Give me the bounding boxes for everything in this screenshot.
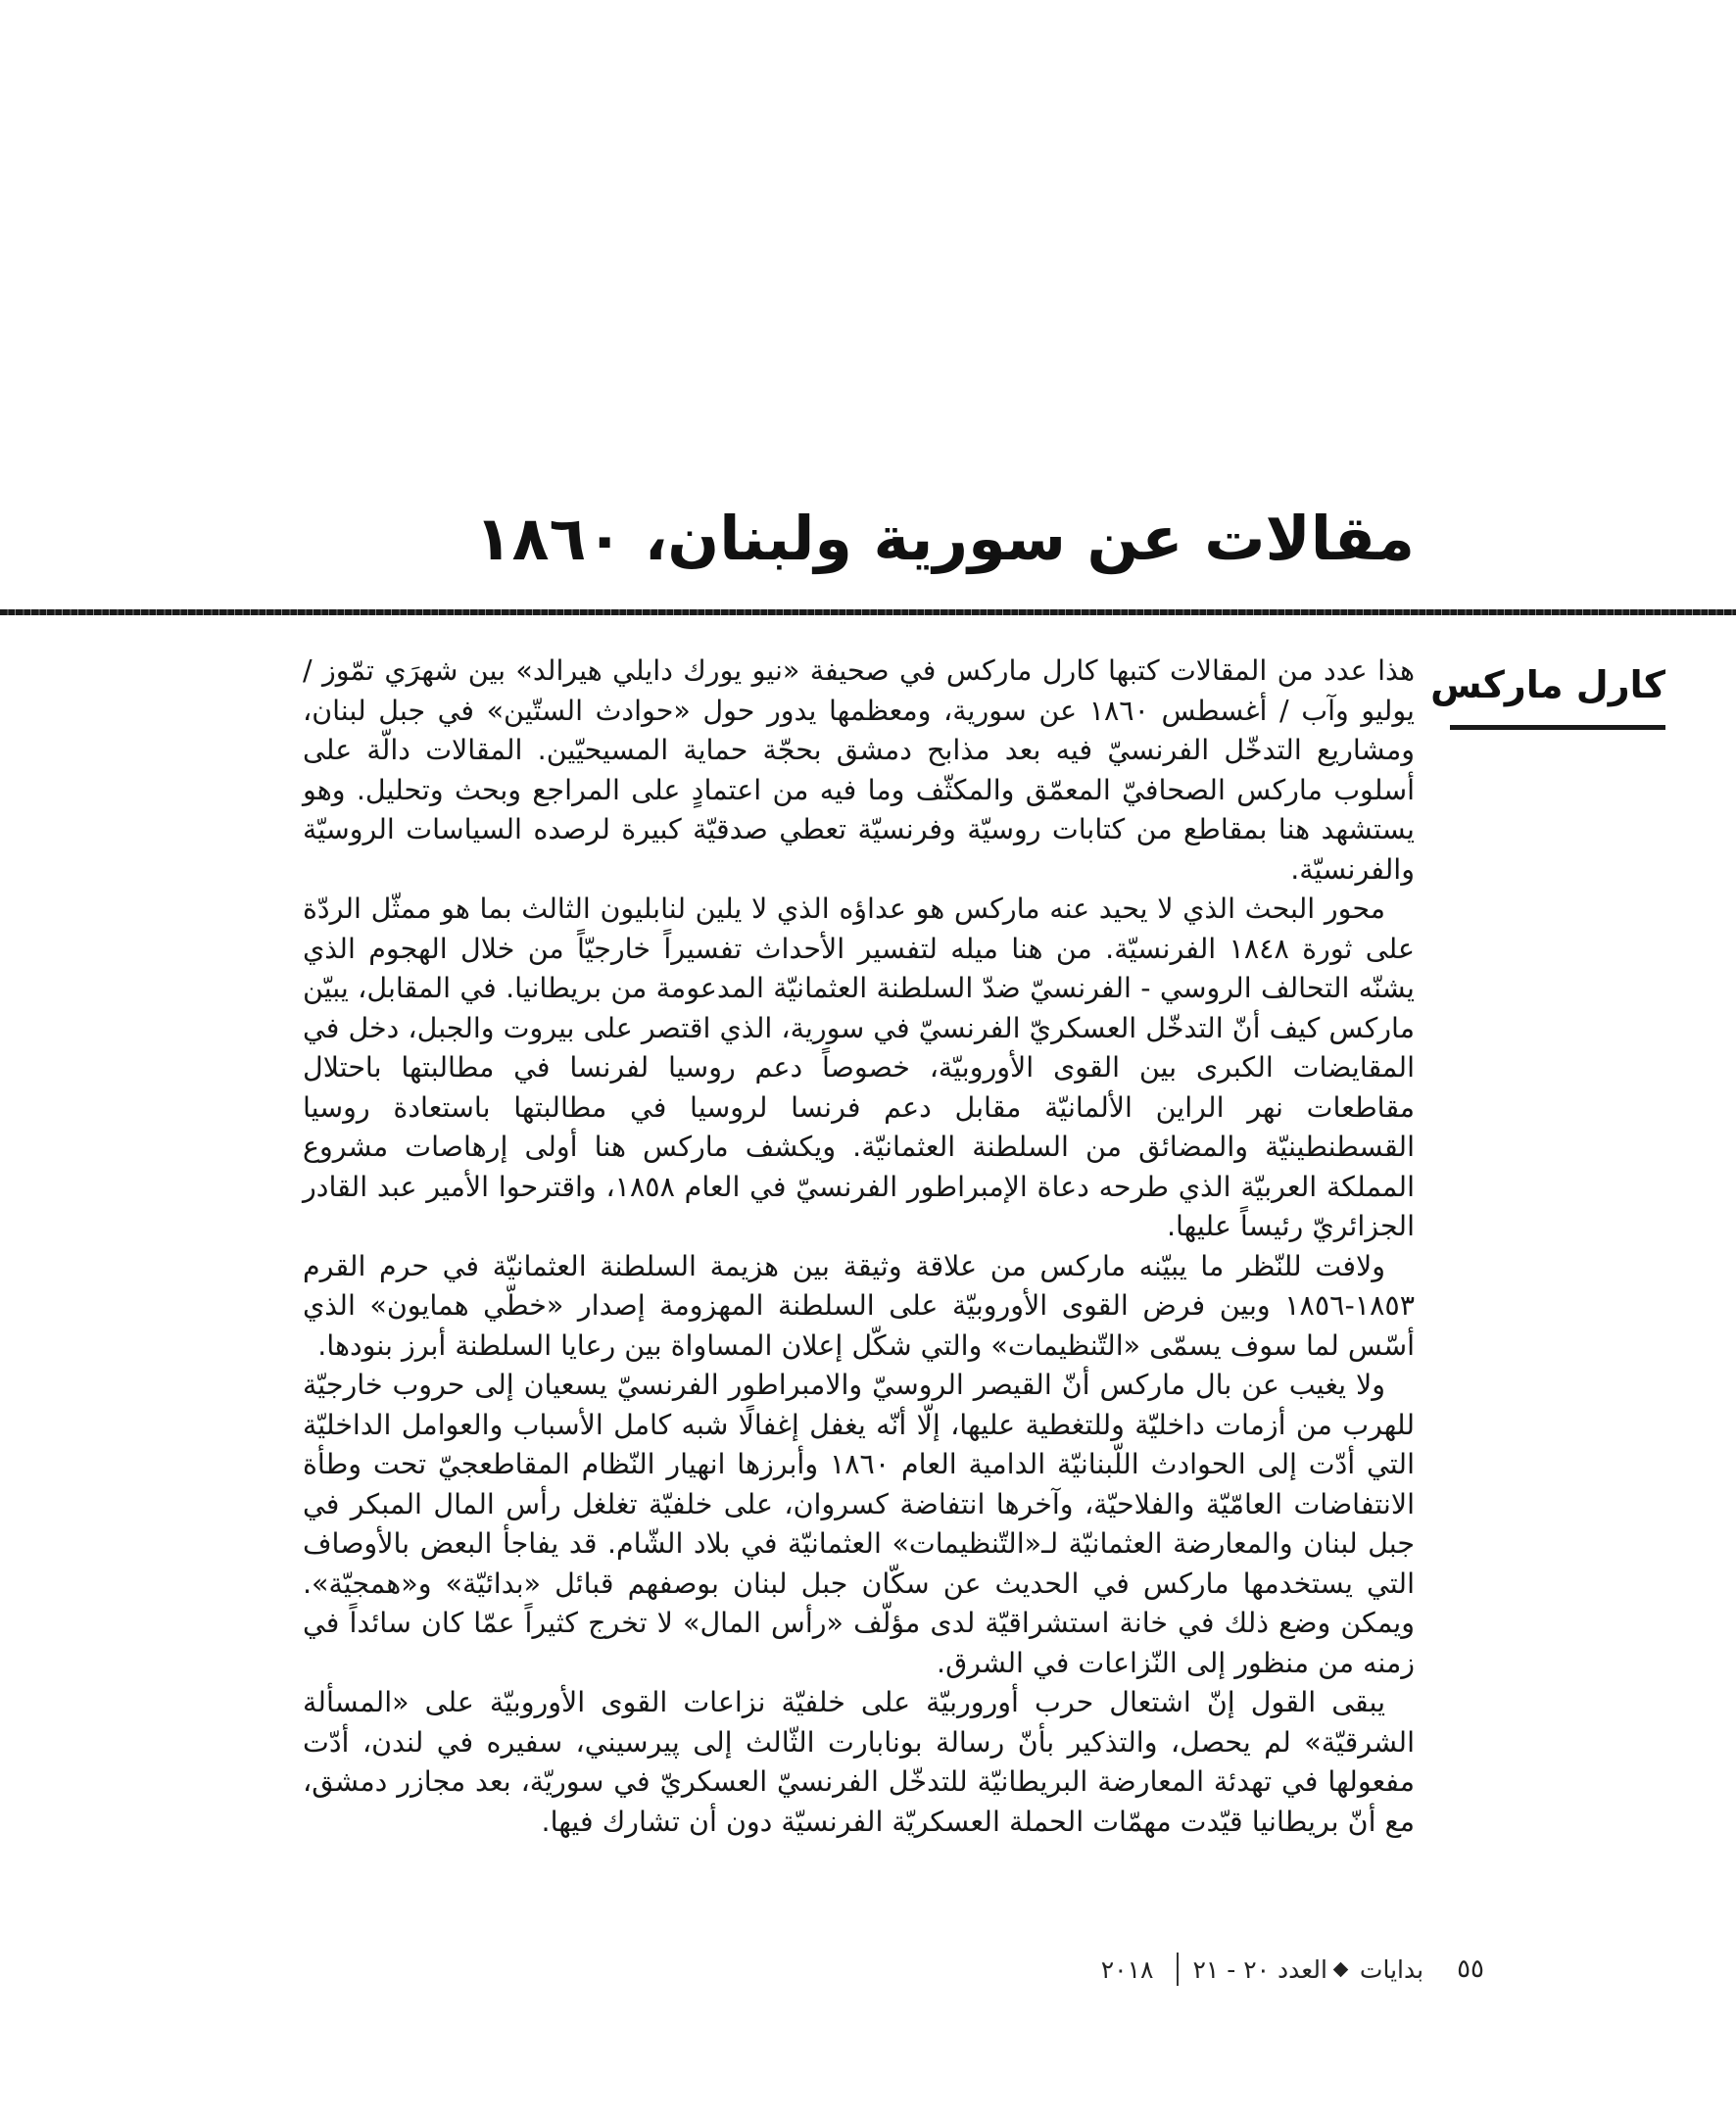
issue-year: ٢٠١٨ bbox=[1100, 1954, 1154, 1984]
issue-number: العدد ٢٠ - ٢١ bbox=[1192, 1954, 1327, 1984]
author-name: كارل ماركس bbox=[1430, 663, 1665, 706]
paragraph-2: محور البحث الذي لا يحيد عنه ماركس هو عداؤه الذي لا يلين لنابليون الثالث بما هو ممثّل الردّة على ثورة ١٨٤٨ الفرنسيّة. من هنا ميله لتفسير الأحداث تفسيراً خارجيّاً من خلال الهجوم الذي يشنّه التحالف الروسي - الفرنسيّ ضدّ السلطنة العثمانيّة المدعومة من بريطانيا. في المقابل، يبيّن ماركس كيف أنّ التدخّل العسكريّ الفرنسيّ في سورية، الذي اقتصر على بيروت والجبل، دخل في المقايضات الكبرى بين القوى الأوروبيّة، خصوصاً دعم روسيا لفرنسا في مطالبتها باحتلال مقاطعات نهر الراين الألمانيّة مقابل دعم فرنسا لروسيا في مطالبتها باستعادة روسيا القسطنطينيّة والمضائق من السلطنة العثمانيّة. ويكشف ماركس هنا أولى إرهاصات مشروع المملكة العربيّة الذي طرحه دعاة الإمبراطور الفرنسيّ في العام ١٨٥٨، واقترحوا الأمير عبد القادر الجزائريّ رئيساً عليها. bbox=[303, 892, 1416, 1242]
author-underline bbox=[1450, 725, 1665, 730]
article-title: مقالات عن سورية ولبنان، ١٨٦٠ bbox=[474, 503, 1415, 574]
page-footer bbox=[1101, 1950, 1484, 1989]
diamond-icon bbox=[1333, 1961, 1349, 1977]
paragraph-3: ولافت للنّظر ما يبيّنه ماركس من علاقة وثيقة بين هزيمة السلطنة العثمانيّة في حرم القرم ١٨٥٣-١٨٥٦ وبين فرض القوى الأوروبيّة على السلطنة المهزومة إصدار «خطّي همايون» الذي أسّس لما سوف يسمّى «التّنظيمات» والتي شكّل إعلان المساواة بين رعايا السلطنة أبرز بنودها. bbox=[303, 1249, 1415, 1362]
title-divider bbox=[0, 609, 1736, 615]
footer-divider bbox=[1177, 1953, 1179, 1986]
page-number: ٥٥ bbox=[1457, 1954, 1484, 1984]
journal-name: بدايات bbox=[1359, 1954, 1424, 1984]
paragraph-4: ولا يغيب عن بال ماركس أنّ القيصر الروسيّ والامبراطور الفرنسيّ يسعيان إلى حروب خارجيّة للهرب من أزمات داخليّة وللتغطية عليها، إلّا أنّه يغفل إغفالًا شبه كامل الأسباب والعوامل الداخليّة التي أدّت إلى الحوادث اللّبنانيّة الدامية العام ١٨٦٠ وأبرزها انهيار النّظام المقاطعجيّ تحت وطأة الانتفاضات العامّيّة والفلاحيّة، وآخرها انتفاضة كسروان، على خلفيّة تغلغل رأس المال المبكر في جبل لبنان والمعارضة العثمانيّة لـ«التّنظيمات» العثمانيّة في بلاد الشّام. قد يفاجأ البعض بالأوصاف التي يستخدمها ماركس في الحديث عن سكّان جبل لبنان بوصفهم قبائل «بدائيّة» و«همجيّة». ويمكن وضع ذلك في خانة استشراقيّة لدى مؤلّف «رأس المال» لا تخرج كثيراً عمّا كان سائداً في زمنه من منظور إلى النّزاعات في الشرق. bbox=[303, 1369, 1415, 1679]
paragraph-1: هذا عدد من المقالات كتبها كارل ماركس في صحيفة «نيو يورك دايلي هيرالد» بين شهرَي تمّوز / يوليو وآب / أغسطس ١٨٦٠ عن سورية، ومعظمها يدور حول «حوادث الستّين» في جبل لبنان، ومشاريع التدخّل الفرنسيّ فيه بعد مذابح دمشق بحجّة حماية المسيحيّين. المقالات دالّة على أسلوب ماركس الصحافيّ المعمّق والمكثّف وما فيه من اعتمادٍ على المراجع وبحث وتحليل. وهو يستشهد هنا بمقاطع من كتابات روسيّة وفرنسيّة تعطي صدقيّة كبيرة لرصده السياسات الروسيّة والفرنسيّة. bbox=[303, 654, 1415, 886]
article-body bbox=[303, 651, 1415, 1842]
paragraph-5: يبقى القول إنّ اشتعال حرب أوروربيّة على خلفيّة نزاعات القوى الأوروبيّة على «المسألة الشرقيّة» لم يحصل، والتذكير بأنّ رسالة بونابارت الثّالث إلى پيرسيني، سفيره في لندن، أدّت مفعولها في تهدئة المعارضة البريطانيّة للتدخّل الفرنسيّ العسكريّ في سوريّة، بعد مجازر دمشق، مع أنّ بريطانيا قيّدت مهمّات الحملة العسكريّة الفرنسيّة دون أن تشارك فيها. bbox=[303, 1686, 1415, 1838]
